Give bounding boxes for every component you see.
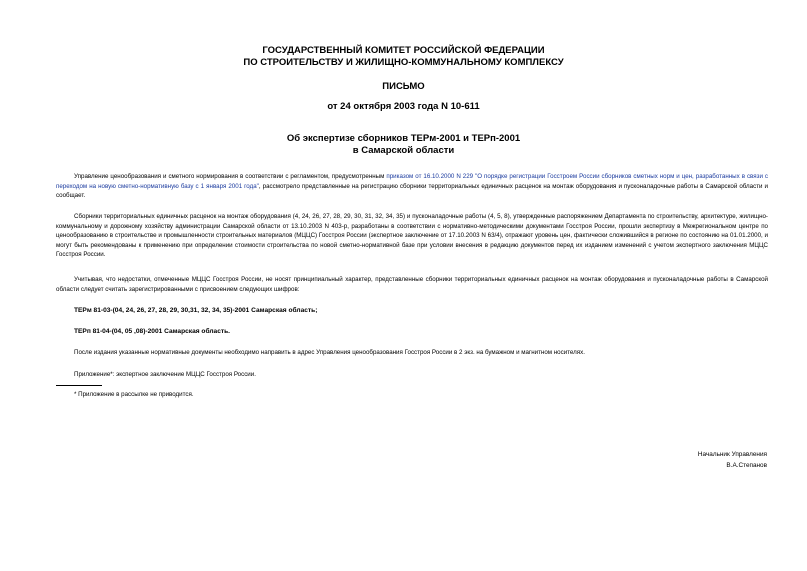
signatory-name: В.А.Степанов	[726, 462, 767, 469]
footnote: * Приложение в рассылке не приводится.	[74, 391, 194, 398]
document-date-number: от 24 октября 2003 года N 10-611	[327, 101, 480, 112]
cipher-term: ТЕРм 81-03-(04, 24, 26, 27, 28, 29, 30,31, 32, 34, 35)-2001 Самарская область;	[74, 307, 318, 314]
subject-line-2: в Самарской области	[352, 145, 455, 156]
document-type: ПИСЬМО	[382, 81, 425, 92]
paragraph-2: Сборники территориальных единичных расценок на монтаж оборудования (4, 24, 26, 27, 28, 29, 30, 31, 32, 34, 35) и пусконаладочные работы (4, 5, 8), утвержденные распоряжением Департамента по строительству, архитектуре, жилищно-коммунальному и дорожному хозяйству администрации Самарской области от 13.10.2003 N 403-р, разработаны в соответствии с нормативно-методическими документами Госстроя России, прошли экспертизу в Межрегиональном центре по ценообразованию в строительстве и промышленности строительных материалов (МЦЦС) Госстроя России (экспертное заключение от 17.10.2003 N 63/4), отражают уровень цен, фактически сложившийся в регионе по состоянию на 01.01.2000, и могут быть рекомендованы к применению при определении стоимости строительства по новой сметно-нормативной базе при условии внесения в редакцию документов перед их изданием изменений с учетом экспертного заключения МЦЦС Госстроя России.	[56, 213, 768, 259]
paragraph-1-start: Управление ценообразования и сметного нормирования в соответствии с регламентом, предусмотренным	[74, 173, 387, 180]
attachment-note: Приложение*: экспертное заключение МЦЦС Госстроя России.	[74, 371, 256, 378]
order-link[interactable]: приказом от 16.10.2000 N 229 "О порядке регистрации Госстроем России сборников сметных норм и цен, разработанных в связи с переходом на новую сметно-нормативную базу с 1 января 2001 года"	[56, 173, 768, 190]
paragraph-4: После издания указанные нормативные документы необходимо направить в адрес Управления ценообразования Госстроя России в 2 экз. на бумажном и магнитном носителях.	[74, 349, 585, 356]
issuer-line-2: ПО СТРОИТЕЛЬСТВУ И ЖИЛИЩНО-КОММУНАЛЬНОМУ КОМПЛЕКСУ	[243, 57, 564, 68]
paragraph-3: Учитывая, что недостатки, отмеченные МЦЦС Госстроя России, не носят принципиальный характер, представленные сборники территориальных единичных расценок на монтаж оборудования и пусконаладочные работы в Самарской области следует считать зарегистрированными с присвоением следующих шифров:	[56, 276, 768, 293]
signatory-position: Начальник Управления	[697, 451, 767, 458]
subject-line-1: Об экспертизе сборников ТЕРм-2001 и ТЕРп-2001	[286, 133, 521, 144]
cipher-terp: ТЕРп 81-04-(04, 05 ,08)-2001 Самарская область.	[74, 328, 230, 335]
footnote-divider	[56, 385, 102, 386]
issuer-line-1: ГОСУДАРСТВЕННЫЙ КОМИТЕТ РОССИЙСКОЙ ФЕДЕРАЦИИ	[262, 45, 545, 56]
paragraph-1-end: , рассмотрело представленные на регистрацию сборники территориальных единичных расценок на монтаж оборудования и пусконаладочные работы в Самарской области и сообщает.	[56, 182, 768, 200]
paragraph-1	[56, 172, 768, 201]
